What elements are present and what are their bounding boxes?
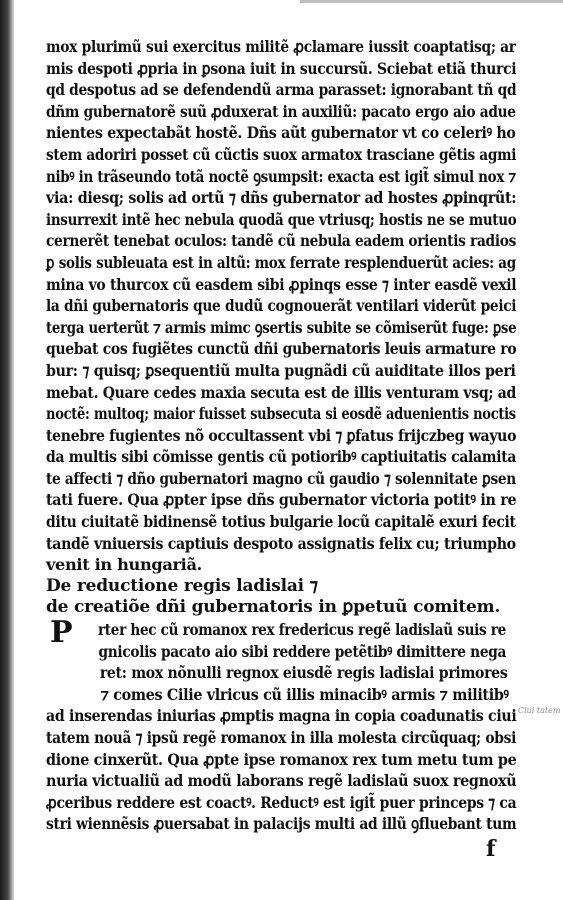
text-line: mebat. Quare cedes maxia secuta est de illis venturam vsq; ad — [46, 382, 517, 402]
text-line: da multis sibi cõmisse gentis cũ potioribꝰ captiuitatis calamita — [46, 447, 517, 467]
text-line: tenebre fugientes nõ occultassent vbi ⁊ ꝑfatus frijczbeg wayuo — [46, 425, 517, 445]
main-text-block — [46, 36, 516, 835]
text-line: dñm gubernatorẽ suũ ꝓduxerat in auxiliũ: pacato ergo aio adue — [46, 101, 516, 121]
text-line: ad inserendas iniurias ꝓmptis magna in copia coadunatis ciui — [46, 706, 517, 726]
section-heading: de creatiõe dñi gubernatoris in ꝑpetuũ comitem. — [46, 597, 501, 618]
text-line: ⁊ comes Cilie vlricus cũ illis minacibꝰ armis ⁊ militibꝰ — [100, 684, 509, 704]
text-line: quebat cos fugiẽtes cunctũ dñi gubernatoris leuis armature ro — [46, 339, 517, 359]
catchword: f — [486, 836, 496, 862]
text-line: mina vo thurcox cũ easdem sibi ꝓpinqs esse ⁊ inter easdẽ vexil — [46, 274, 517, 294]
page-top-edge — [300, 0, 563, 3]
text-line: rter hec cũ romanox rex fredericus regẽ ladislaũ suis re — [97, 620, 506, 640]
text-line: mox plurimũ sui exercitus militẽ ꝓclamare iussit coaptatisq; ar — [46, 37, 516, 56]
text-line: ret: mox nõnulli regnox eiusdẽ regis ladislai primores — [99, 663, 508, 683]
text-line: te affecti ⁊ dño gubernatori magno cũ gaudio ⁊ solennitate ꝑsen — [46, 468, 516, 488]
text-line: qd despotus ad se defendendũ arma parasset: ignorabant tñ qd — [46, 80, 517, 100]
page-binding-edge — [0, 0, 14, 900]
section-heading: De reductione regis ladislai ⁊ — [46, 575, 318, 596]
text-line: noctẽ: multoq; maior fuisset subsecuta si eosdẽ aduenientis noctis — [46, 404, 516, 424]
text-line: via: diesq; solis ad ortũ ⁊ dñs gubernator ad hostes ꝓpinqrũt: — [46, 188, 517, 208]
text-line: ꝓceribus reddere est coactꝰ. Reductꝰ est igit̃ puer princeps ⁊ ca — [46, 792, 517, 812]
text-line: nibꝰ in trãseundo totã noctẽ ꝯsumpsit: exacta est igit̃ simul nox ⁊ — [46, 166, 516, 186]
text-line: insurrexit intẽ hec nebula quodã que vtriusq; hostis ne se mutuo — [46, 209, 517, 229]
text-line: gnicolis pacato aio sibi reddere petẽtibꝰ dimittere nega — [98, 641, 507, 661]
text-line: tati fuere. Qua ꝓpter ipse dñs gubernator victoria potitꝰ in re — [46, 490, 517, 510]
margin-annotation: Ciui tatem — [518, 706, 561, 715]
initial-letter: P — [50, 615, 73, 650]
text-line: dione cinxerũt. Qua ꝓpte ipse romanox rex tum metu tum pe — [46, 749, 517, 769]
text-line: ꝑ solis subleuata est in altũ: mox ferrate resplenduerũt acies: ag — [46, 252, 516, 272]
text-line: tandẽ vniuersis captiuis despoto assignatis felix cu; triumpho — [46, 533, 516, 553]
text-line: stri wiennẽsis ꝓuersabat in palacijs multi ad illũ ꝯfluebant tum — [46, 814, 517, 834]
text-line: venit in hungariã. — [46, 555, 202, 575]
text-line: ditu ciuitatẽ bidinensẽ totius bulgarie locũ capitalẽ exuri fecit — [46, 512, 516, 532]
text-line: bur: ⁊ quisq; ꝑsequentiũ multa pugnãdi cũ auiditate illos peri — [46, 360, 516, 380]
text-line: cernerẽt tenebat oculos: tandẽ cũ nebula eadem orientis radios — [46, 231, 517, 251]
text-line: nuria victualiũ ad modũ laborans regẽ ladislaũ suox regnoxũ — [46, 771, 517, 791]
text-line: tatem nouã ⁊ ipsũ regẽ romanox in illa molesta circũquaq; obsi — [46, 728, 517, 747]
text-line: stem adoriri posset cũ cũctis suox armatox trasciane gẽtis agmi — [46, 144, 517, 164]
text-line: nientes expectabãt hostẽ. Dñs aũt gubernator vt co celeriꝰ ho — [46, 123, 516, 143]
text-line: la dñi gubernatoris que dudũ cognouerãt ventilari viderũt peici — [46, 296, 517, 316]
text-line: mis despoti ꝓpria in ꝑsona iuit in succursũ. Sciebat etiã thurci — [46, 58, 517, 78]
text-line: terga uerterũt ⁊ armis mimc ꝯsertis subite se cõmiserũt fuge: ꝑse — [46, 317, 517, 337]
